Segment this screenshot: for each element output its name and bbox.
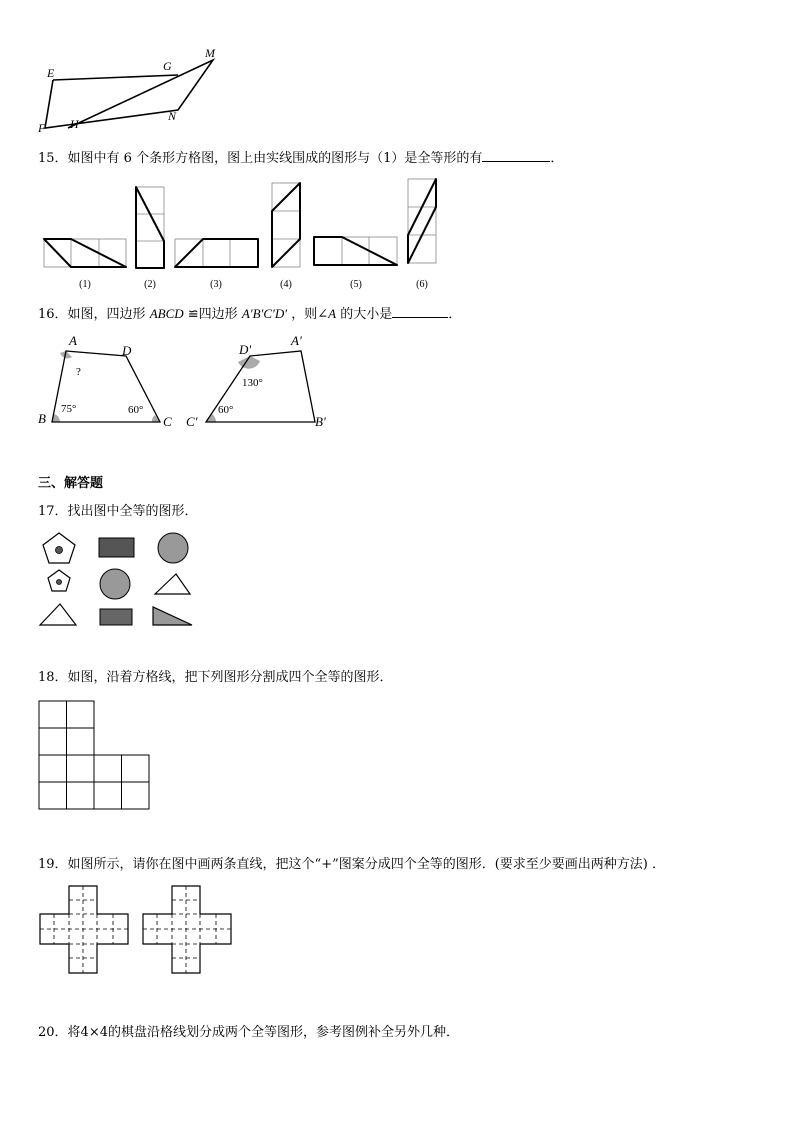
label-H: H	[70, 117, 79, 131]
plus-figures-19	[38, 884, 238, 976]
question-15: 15．如图中有 6 个条形方格图，图上由实线围成的图形与（1）是全等形的有 ．	[38, 151, 564, 166]
triangle-outline-2-icon	[40, 604, 76, 625]
label-E: E	[47, 66, 55, 80]
plus-figure-1	[40, 886, 128, 973]
label-C-prime: C′	[186, 414, 198, 429]
caption-1: (1)	[79, 279, 91, 290]
question-20: 20．将4×4的棋盘沿格线划分成两个全等图形，参考图例补全另外几种．	[38, 1025, 459, 1040]
caption-5: (5)	[350, 279, 362, 290]
circle-medium-icon	[100, 569, 130, 599]
angle-c-60-prime: 60°	[218, 404, 234, 416]
label-A-prime: A′	[291, 333, 302, 348]
grid-figures-15	[38, 175, 448, 293]
label-B: B	[38, 411, 46, 426]
question-19: 19．如图所示，请你在图中画两条直线，把这个“+”图案分成四个全等的图形．(要求至少要画出两种方法) ．	[38, 857, 666, 872]
rectangle-large-icon	[99, 538, 134, 557]
triangle-outline-icon	[155, 574, 190, 594]
section-title: 三、解答题	[38, 476, 104, 491]
angle-b-75: 75°	[61, 403, 77, 415]
answer-blank-16[interactable]	[392, 305, 448, 318]
caption-3: (3)	[210, 279, 222, 290]
question-18: 18．如图，沿着方格线，把下列图形分割成四个全等的图形．	[38, 670, 393, 685]
label-M: M	[205, 46, 215, 60]
label-A: A	[69, 333, 77, 348]
rectangle-small-icon	[100, 609, 132, 625]
question-15-text: 15．如图中有 6 个条形方格图，图上由实线围成的图形与（1）是全等形的有	[38, 151, 483, 166]
grid-figure-18	[38, 700, 153, 812]
label-N: N	[168, 109, 177, 123]
label-G: G	[163, 59, 172, 73]
circle-large-icon	[158, 533, 188, 563]
answer-blank-15[interactable]	[482, 149, 550, 162]
caption-4: (4)	[280, 279, 292, 290]
quadrilateral-figure-14	[30, 40, 230, 140]
caption-6: (6)	[416, 279, 428, 290]
caption-2: (2)	[144, 279, 156, 290]
quadrilateral-figures-16	[36, 330, 346, 435]
shapes-figure-17	[36, 528, 206, 630]
label-F: F	[38, 121, 46, 135]
plus-figure-2	[143, 886, 231, 973]
label-C: C	[163, 414, 172, 429]
angle-c-60: 60°	[128, 404, 144, 416]
label-B-prime: B′	[315, 414, 326, 429]
question-17: 17．找出图中全等的图形．	[38, 504, 198, 519]
angle-d-130: 130°	[242, 377, 263, 389]
triangle-filled-icon	[153, 607, 192, 625]
question-16: 16．如图，四边形 ABCD ≌四边形 A′B′C′D′ ，则∠A 的大小是 ．	[38, 306, 462, 322]
angle-a-unknown: ?	[76, 366, 81, 378]
label-D: D	[122, 343, 132, 358]
label-D-prime: D′	[239, 342, 252, 357]
